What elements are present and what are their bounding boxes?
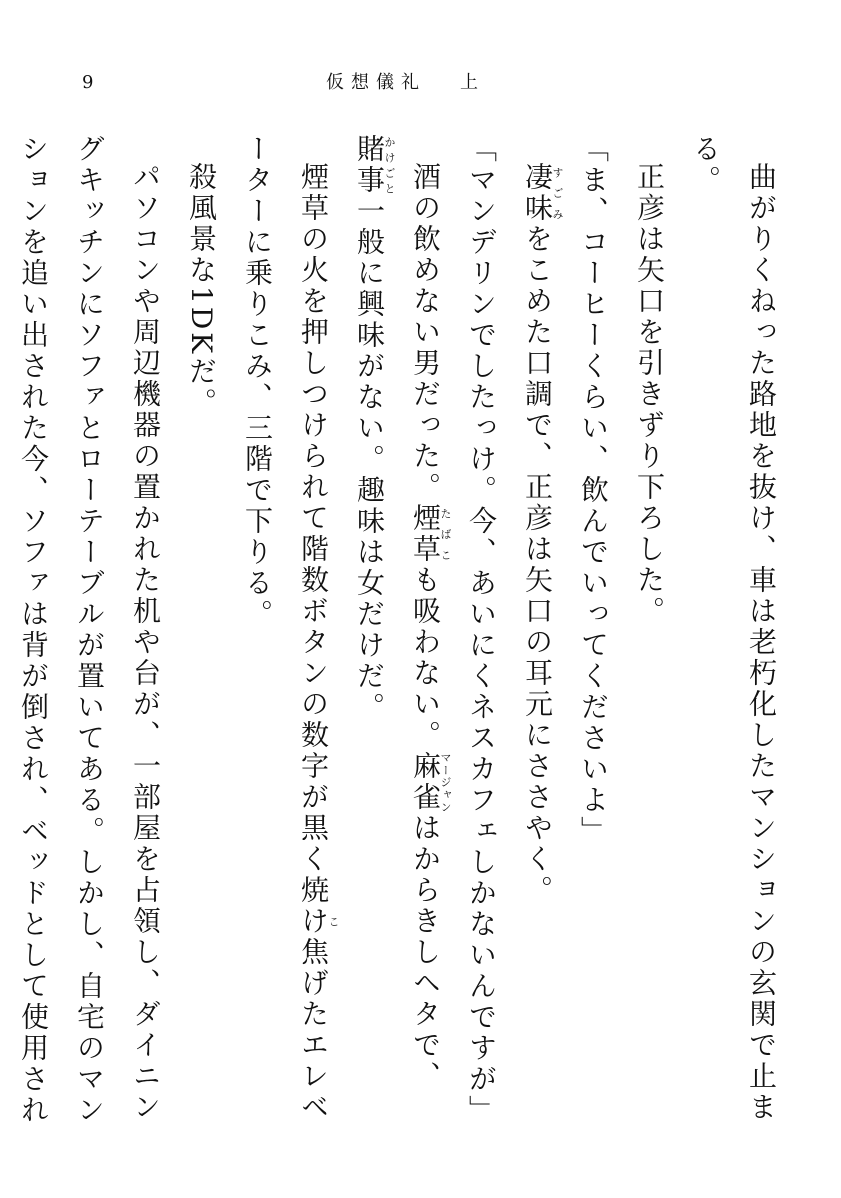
paragraph-1: 曲がりくねった路地を抜け、車は老朽化したマンションの玄関で止まる。	[689, 134, 778, 1123]
ruby-tabako: 煙草たばこ	[409, 503, 452, 565]
book-title: 仮想儀礼	[326, 72, 426, 93]
ruby-sugomi: 凄味すごみ	[521, 162, 564, 224]
paragraph-2: 正彦は矢口を引きずり下ろした。	[633, 162, 666, 627]
paragraph-3: 「ま、コーヒーくらい、飲んでいってくださいよ」	[577, 134, 610, 847]
running-header	[326, 74, 485, 92]
ruby-kakegoto: 賭事かけごと	[353, 134, 396, 196]
volume-label: 上	[460, 72, 485, 93]
paragraph-9: パソコンや周辺機器の置かれた机や台が、一部屋を占領し、ダイニングキッチンにソファとローテーブルが置いてある。しかし、自宅のマンションを追い出された今、ソファは背が倒され、ベッドとして使用され	[17, 134, 162, 1126]
page-number: 9	[82, 72, 94, 93]
paragraph-6: 酒の飲めない男だった。煙草たばこも吸わない。麻雀マージャンはからきしヘタで、賭事かけごと一般に興味がない。趣味は女だけだ。	[353, 134, 452, 1092]
ruby-majan: 麻雀マージャン	[409, 751, 452, 813]
body-text	[17, 134, 789, 1134]
paragraph-5: 「マンデリンでしたっけ。今、あいにくネスカフェしかないんですが」	[465, 134, 498, 1126]
ruby-ko: 焼け焦こ	[297, 875, 340, 968]
paragraph-7: 煙草の火を押しつけられて階数ボタンの数字が黒く焼け焦こげたエレベーターに乗りこみ、三階で下りる。	[241, 134, 340, 1123]
paragraph-8: 殺風景な1DKだ。	[185, 162, 218, 419]
paragraph-4: 凄味すごみをこめた口調で、正彦は矢口の耳元にささやく。	[521, 162, 564, 906]
